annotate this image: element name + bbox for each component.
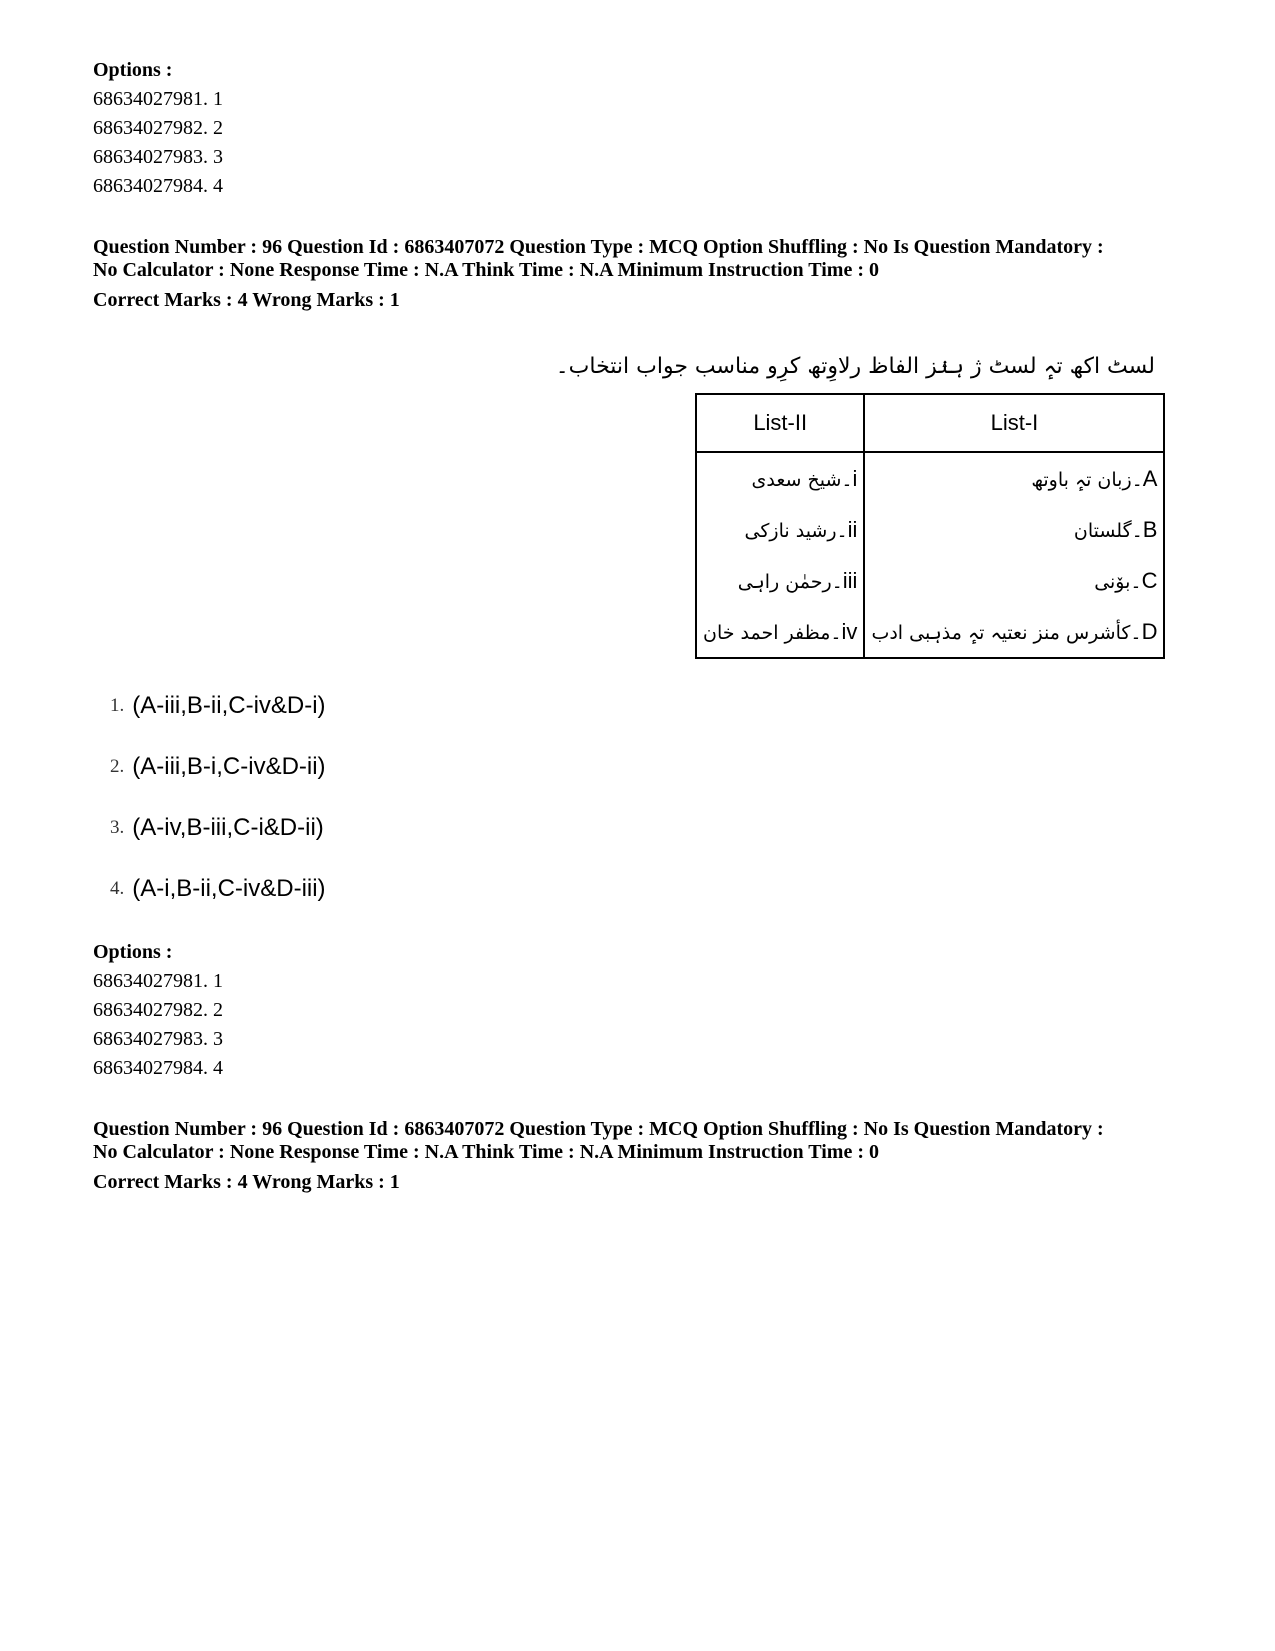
question-marks: Correct Marks : 4 Wrong Marks : 1: [93, 289, 400, 311]
choice-number: 4.: [110, 877, 125, 899]
question-header-line2: No Calculator : None Response Time : N.A Think Time : N.A Minimum Instruction Time : 0: [93, 259, 879, 281]
option-line: 68634027983. 3: [93, 146, 223, 168]
options-label: Options :: [93, 941, 173, 963]
answer-choice: [110, 797, 326, 858]
table-row: [696, 606, 1164, 658]
option-line: 68634027984. 4: [93, 1057, 223, 1079]
list1-cell: ۔بوٚنیC: [864, 555, 1164, 606]
list2-cell: ۔رشید نازکیii: [696, 504, 864, 555]
option-line: 68634027983. 3: [93, 1028, 223, 1050]
question-header-line1: Question Number : 96 Question Id : 6863407072 Question Type : MCQ Option Shuffling : No Is Question Mandatory :: [93, 236, 1104, 258]
option-line: 68634027981. 1: [93, 970, 223, 992]
choice-text: (A-iii,B-i,C-iv&D-ii): [132, 752, 326, 780]
question-marks: Correct Marks : 4 Wrong Marks : 1: [93, 1171, 400, 1193]
question-header: [93, 236, 1193, 315]
top-options-block: [93, 56, 1193, 201]
match-table: [695, 393, 1165, 659]
list1-cell: ۔کأشرس منز نعتیہ تہٕ مذہبی ادبD: [864, 606, 1164, 658]
options-label: Options :: [93, 59, 173, 81]
question-header-line2: No Calculator : None Response Time : N.A Think Time : N.A Minimum Instruction Time : 0: [93, 1141, 879, 1163]
question-image: [555, 350, 1158, 670]
answer-choice: [110, 858, 326, 919]
table-row: [696, 504, 1164, 555]
option-line: 68634027982. 2: [93, 999, 223, 1021]
choice-number: 2.: [110, 755, 125, 777]
list2-cell: ۔شیخ سعدیi: [696, 452, 864, 504]
answer-choice: [110, 736, 326, 797]
list2-cell: ۔رحمٰن راہیiii: [696, 555, 864, 606]
choice-text: (A-i,B-ii,C-iv&D-iii): [132, 874, 326, 902]
option-line: 68634027984. 4: [93, 175, 223, 197]
list1-cell: ۔گلستانB: [864, 504, 1164, 555]
bottom-options-block: [93, 938, 1193, 1083]
option-line: 68634027981. 1: [93, 88, 223, 110]
choice-text: (A-iii,B-ii,C-iv&D-i): [132, 691, 326, 719]
list2-cell: ۔مظفر احمد خانiv: [696, 606, 864, 658]
answer-choice: [110, 675, 326, 736]
list1-header: List-I: [864, 394, 1164, 452]
table-row: [696, 555, 1164, 606]
choice-number: 1.: [110, 694, 125, 716]
option-line: 68634027982. 2: [93, 117, 223, 139]
urdu-instruction: لسٹ اکھ تہٕ لسٹ ژ ہنٛز الفاظ رلاوِتھ کرِو مناسب جواب انتخاب۔: [555, 354, 1155, 379]
answer-choices: [110, 675, 326, 919]
next-question-header: [93, 1118, 1193, 1197]
list2-header: List-II: [696, 394, 864, 452]
table-row: [696, 452, 1164, 504]
question-header-line1: Question Number : 96 Question Id : 6863407072 Question Type : MCQ Option Shuffling : No Is Question Mandatory :: [93, 1118, 1104, 1140]
list1-cell: ۔زبان تہٕ باوتھA: [864, 452, 1164, 504]
choice-number: 3.: [110, 816, 125, 838]
choice-text: (A-iv,B-iii,C-i&D-ii): [132, 813, 324, 841]
